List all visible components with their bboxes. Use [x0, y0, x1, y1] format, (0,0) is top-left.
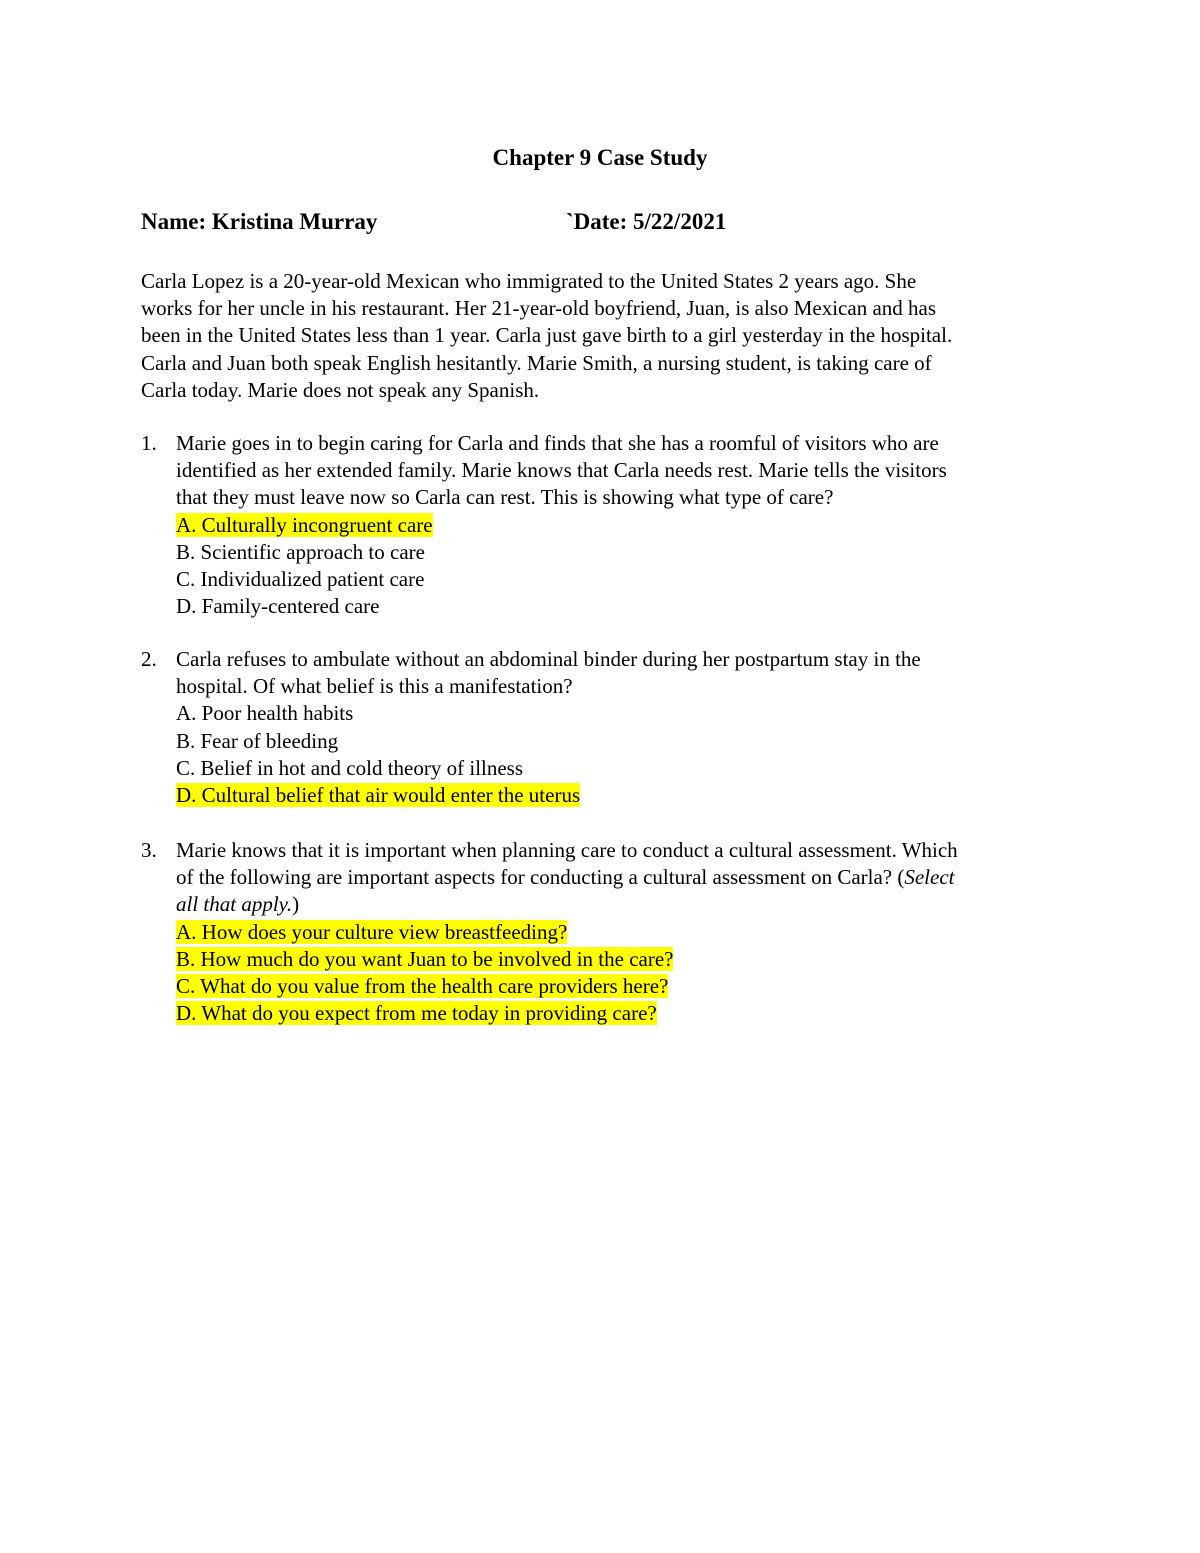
- answer-option-b: [176, 946, 1076, 973]
- highlighted-answer: A. How does your culture view breastfeeding?: [176, 919, 568, 944]
- highlighted-answer: A. Culturally incongruent care: [176, 512, 433, 537]
- select-instruction-italic: Select: [904, 865, 955, 890]
- select-instruction-italic: all that apply.: [176, 892, 293, 917]
- question-text-segment: of the following are important aspects for conducting a cultural assessment on Carla? (: [176, 865, 905, 890]
- question-number: 1.: [141, 431, 157, 455]
- intro-line: been in the United States less than 1 year. Carla just gave birth to a girl yesterday in the hospital.: [141, 323, 953, 348]
- question-text-line: [176, 891, 1076, 918]
- question-text-line: that they must leave now so Carla can rest. This is showing what type of care?: [176, 485, 834, 510]
- question-text-line: Carla refuses to ambulate without an abdominal binder during her postpartum stay in the: [176, 647, 921, 671]
- question-text-line: hospital. Of what belief is this a manifestation?: [176, 674, 573, 699]
- answer-option-c: C. Belief in hot and cold theory of illness: [176, 755, 524, 780]
- question-text-segment: ): [292, 892, 300, 917]
- intro-line: Carla Lopez is a 20-year-old Mexican who immigrated to the United States 2 years ago. She: [141, 269, 917, 293]
- answer-option-b: B. Fear of bleeding: [176, 728, 339, 753]
- question-text-line: Marie knows that it is important when planning care to conduct a cultural assessment. Which: [176, 838, 958, 862]
- question-text-line: Marie goes in to begin caring for Carla and finds that she has a roomful of visitors who are: [176, 431, 939, 455]
- question-number: 3.: [141, 838, 157, 862]
- question-text-line: identified as her extended family. Marie knows that Carla needs rest. Marie tells the visitors: [176, 458, 947, 483]
- intro-line: Carla and Juan both speak English hesitantly. Marie Smith, a nursing student, is taking care of: [141, 350, 932, 375]
- document-title: Chapter 9 Case Study: [492, 145, 708, 170]
- date-field: `Date: 5/22/2021: [566, 209, 727, 234]
- answer-option-b: B. Scientific approach to care: [176, 539, 425, 564]
- highlighted-answer: D. What do you expect from me today in providing care?: [176, 1001, 657, 1026]
- answer-option-d: [176, 1000, 1076, 1027]
- question-number: 2.: [141, 647, 157, 671]
- question-text-line: [176, 864, 1076, 891]
- question-body: [176, 430, 1076, 620]
- highlighted-answer: C. What do you value from the health care providers here?: [176, 974, 669, 999]
- highlighted-answer: B. How much do you want Juan to be involved in the care?: [176, 946, 674, 971]
- answer-option-d: D. Family-centered care: [176, 594, 380, 619]
- intro-line: works for her uncle in his restaurant. Her 21-year-old boyfriend, Juan, is also Mexican and has: [141, 296, 937, 321]
- name-field: Name: Kristina Murray: [141, 209, 378, 234]
- answer-option-c: [176, 973, 1076, 1000]
- answer-option-c: C. Individualized patient care: [176, 567, 425, 592]
- answer-option-d: [176, 782, 1076, 809]
- answer-option-a: [176, 919, 1076, 946]
- question-body: [176, 837, 1076, 1027]
- highlighted-answer: D. Cultural belief that air would enter the uterus: [176, 783, 581, 808]
- answer-option-a: A. Poor health habits: [176, 701, 354, 726]
- case-intro-paragraph: [141, 268, 1061, 404]
- question-body: [176, 646, 1076, 809]
- answer-option-a: [176, 512, 1076, 539]
- intro-line: Carla today. Marie does not speak any Spanish.: [141, 377, 540, 402]
